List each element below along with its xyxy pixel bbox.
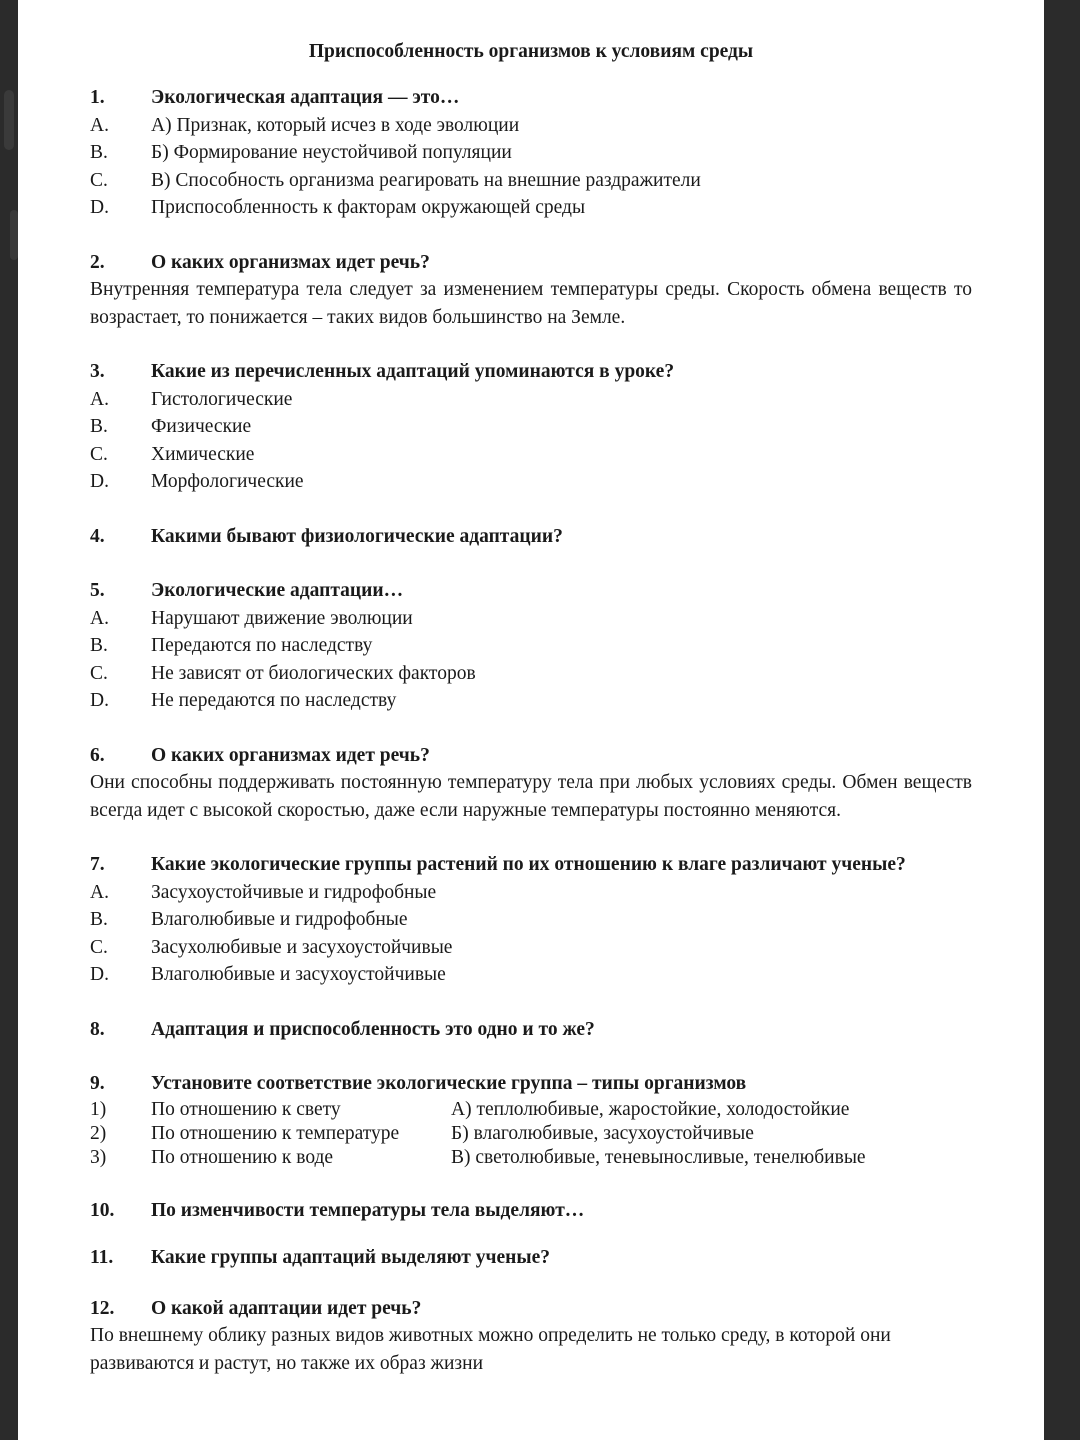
matching-left: По отношению к свету: [151, 1098, 341, 1120]
matching-right: А) теплолюбивые, жаростойкие, холодостойкие: [451, 1098, 850, 1120]
question-number: 6.: [90, 744, 105, 766]
answer-option: [90, 632, 972, 660]
option-text: Физические: [151, 416, 252, 437]
answer-option: [90, 660, 972, 688]
question-text: Какими бывают физиологические адаптации?: [151, 525, 563, 547]
question-text: Какие из перечисленных адаптаций упоминаются в уроке?: [151, 361, 675, 382]
answer-option: [90, 961, 972, 989]
question-12: [90, 1295, 972, 1378]
option-letter: D.: [90, 690, 109, 711]
question-2: [90, 249, 972, 332]
option-letter: A.: [90, 388, 109, 410]
matching-row: [90, 1146, 972, 1170]
question-11: [90, 1244, 972, 1272]
option-text: Химические: [151, 443, 255, 465]
option-text: В) Способность организма реагировать на внешние раздражители: [151, 169, 701, 191]
answer-option: [90, 468, 972, 496]
question-text: Какие группы адаптаций выделяют ученые?: [151, 1247, 551, 1268]
matching-left: По отношению к воде: [151, 1146, 334, 1168]
option-text: Приспособленность к факторам окружающей среды: [151, 197, 586, 218]
question-text: По изменчивости температуры тела выделяют…: [151, 1199, 585, 1221]
matching-number: 1): [90, 1098, 107, 1120]
option-text: Морфологические: [151, 471, 304, 492]
question-number: 11.: [90, 1247, 114, 1268]
matching-right: В) светолюбивые, теневыносливые, тенелюбивые: [451, 1146, 866, 1168]
question-description: Внутренняя температура тела следует за изменением температуры среды. Скорость обмена веществ то возрастает, то понижается – таких видов большинство на Земле.: [90, 279, 972, 328]
question-number: 4.: [90, 525, 105, 547]
matching-row: [90, 1122, 972, 1146]
answer-option: [90, 879, 972, 907]
question-number: 3.: [90, 361, 105, 382]
question-number: 2.: [90, 251, 105, 273]
option-letter: D.: [90, 471, 109, 492]
option-text: Не зависят от биологических факторов: [151, 662, 476, 684]
matching-number: 3): [90, 1146, 107, 1168]
option-letter: B.: [90, 142, 108, 163]
answer-option: [90, 605, 972, 633]
option-letter: C.: [90, 169, 108, 191]
option-letter: B.: [90, 416, 108, 437]
question-text: О какой адаптации идет речь?: [151, 1297, 422, 1319]
option-text: Передаются по наследству: [151, 635, 373, 656]
question-number: 10.: [90, 1199, 115, 1221]
document-page: [18, 0, 1044, 1440]
question-text: Установите соответствие экологические группа – типы организмов: [151, 1073, 747, 1094]
answer-option: [90, 386, 972, 414]
option-text: Влаголюбивые и гидрофобные: [151, 909, 408, 930]
question-number: 7.: [90, 854, 105, 875]
option-text: Влаголюбивые и засухоустойчивые: [151, 964, 446, 985]
option-letter: C.: [90, 936, 108, 958]
question-text: Экологические адаптации…: [151, 580, 404, 601]
option-letter: A.: [90, 881, 109, 903]
answer-option: [90, 194, 972, 222]
option-letter: A.: [90, 114, 109, 136]
answer-option: [90, 687, 972, 715]
option-text: Б) Формирование неустойчивой популяции: [151, 142, 512, 163]
background-shape: [10, 210, 18, 260]
matching-right: Б) влаголюбивые, засухоустойчивые: [451, 1122, 754, 1144]
answer-option: [90, 167, 972, 195]
question-description: По внешнему облику разных видов животных можно определить не только среду, в которой они развиваются и растут, но также их образ жизни: [90, 1325, 891, 1374]
option-letter: B.: [90, 635, 108, 656]
option-letter: C.: [90, 662, 108, 684]
question-text: О каких организмах идет речь?: [151, 251, 430, 273]
answer-option: [90, 413, 972, 441]
question-number: 12.: [90, 1297, 115, 1319]
option-letter: C.: [90, 443, 108, 465]
question-number: 8.: [90, 1018, 105, 1040]
question-number: 9.: [90, 1073, 105, 1094]
option-text: Засухолюбивые и засухоустойчивые: [151, 936, 453, 958]
document-title: Приспособленность организмов к условиям среды: [308, 41, 754, 62]
answer-option: [90, 112, 972, 140]
answer-option: [90, 139, 972, 167]
option-text: Не передаются по наследству: [151, 690, 397, 711]
matching-row: [90, 1098, 972, 1122]
question-text: Какие экологические группы растений по их отношению к влаге различают ученые?: [151, 854, 906, 875]
question-9: [90, 1070, 972, 1170]
option-text: Засухоустойчивые и гидрофобные: [151, 881, 437, 903]
option-letter: D.: [90, 197, 109, 218]
answer-option: [90, 934, 972, 962]
answer-option: [90, 906, 972, 934]
background-shape: [4, 90, 14, 150]
option-letter: B.: [90, 909, 108, 930]
question-4: [90, 523, 972, 551]
question-1: [90, 84, 972, 222]
question-number: 5.: [90, 580, 105, 601]
matching-left: По отношению к температуре: [151, 1122, 400, 1144]
question-text: О каких организмах идет речь?: [151, 744, 430, 766]
question-text: Экологическая адаптация — это…: [151, 87, 460, 108]
option-text: А) Признак, который исчез в ходе эволюции: [151, 114, 520, 136]
question-text: Адаптация и приспособленность это одно и то же?: [151, 1018, 595, 1040]
question-description: Они способны поддерживать постоянную температуру тела при любых условиях среды. Обмен веществ всегда идет с высокой скоростью, даже если наружные температуры постоянно меняются.: [90, 772, 972, 821]
question-number: 1.: [90, 87, 105, 108]
matching-number: 2): [90, 1122, 107, 1144]
question-3: [90, 358, 972, 496]
option-letter: D.: [90, 964, 109, 985]
question-8: [90, 1016, 972, 1044]
question-10: [90, 1197, 972, 1225]
answer-option: [90, 441, 972, 469]
question-6: [90, 742, 972, 825]
question-7: [90, 851, 972, 989]
option-letter: A.: [90, 607, 109, 629]
option-text: Гистологические: [151, 388, 293, 410]
option-text: Нарушают движение эволюции: [151, 607, 413, 629]
question-5: [90, 577, 972, 715]
